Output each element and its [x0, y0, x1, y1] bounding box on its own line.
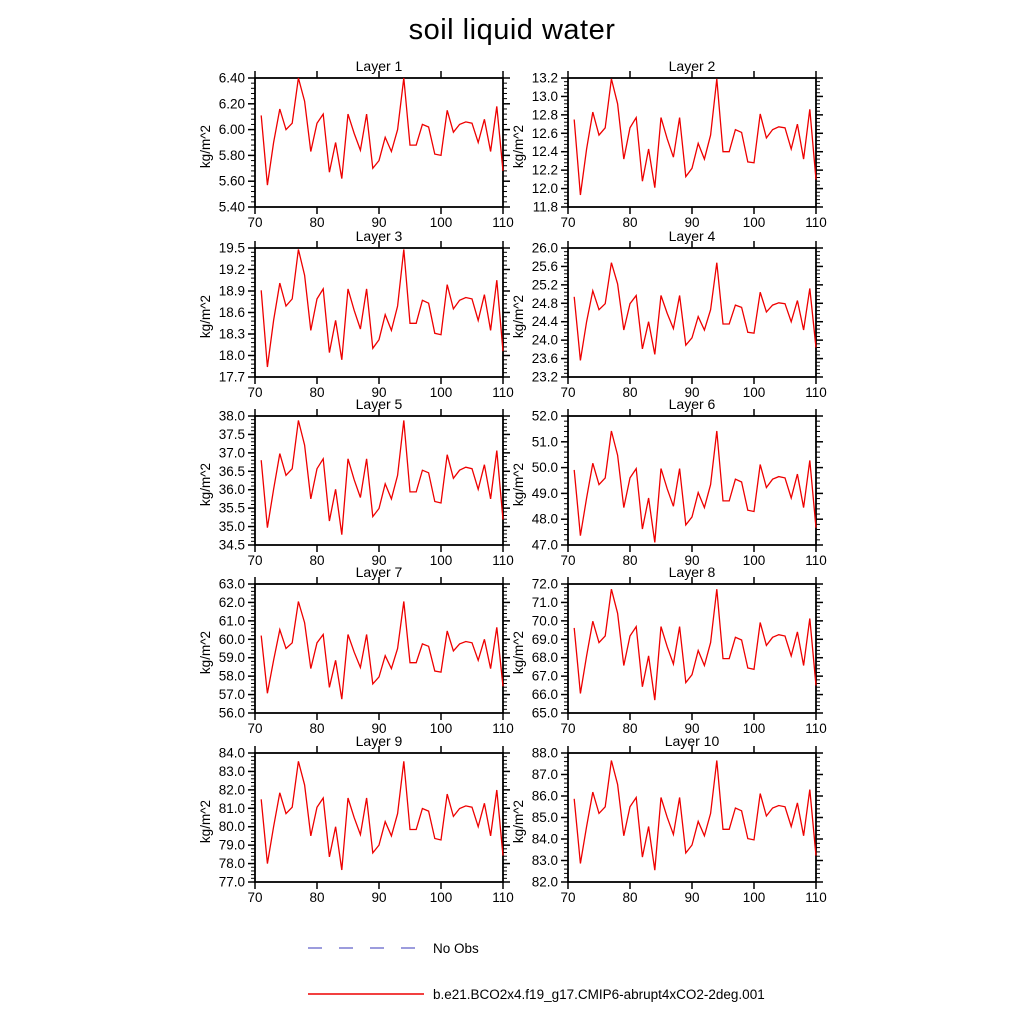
x-tick-label: 90 — [684, 890, 700, 905]
panel-title: Layer 1 — [355, 58, 403, 74]
series-line — [574, 263, 816, 361]
x-tick-label: 100 — [742, 385, 766, 400]
y-tick-label: 71.0 — [531, 594, 558, 610]
series-line — [574, 589, 816, 700]
y-tick-label: 78.0 — [218, 856, 245, 872]
legend-label-model-run: b.e21.BCO2x4.f19_g17.CMIP6-abrupt4xCO2-2deg.001 — [433, 986, 765, 1002]
legend-item-no-obs — [308, 939, 1008, 957]
y-tick-label: 62.0 — [218, 594, 245, 610]
layer-chart-3 — [198, 228, 514, 400]
y-tick-label: 5.60 — [218, 173, 245, 189]
model-run-solid-line-sample — [308, 991, 424, 997]
x-tick-label: 80 — [309, 890, 325, 905]
x-tick-label: 100 — [429, 385, 453, 400]
y-axis-label: kg/m^2 — [198, 462, 213, 507]
y-tick-label: 69.0 — [531, 631, 558, 647]
y-axis-label: kg/m^2 — [511, 462, 526, 507]
y-tick-label: 82.0 — [218, 782, 245, 798]
y-tick-label: 25.2 — [531, 277, 558, 293]
x-tick-label: 100 — [429, 553, 453, 568]
x-tick-label: 80 — [622, 890, 638, 905]
x-tick-label: 90 — [684, 215, 700, 230]
x-tick-label: 100 — [429, 215, 453, 230]
x-tick-label: 90 — [371, 215, 387, 230]
y-tick-label: 36.0 — [218, 482, 245, 498]
panel-title: Layer 8 — [668, 564, 716, 580]
plot-frame — [568, 416, 816, 545]
plot-frame — [255, 416, 503, 545]
y-tick-label: 79.0 — [218, 837, 245, 853]
series-line — [261, 761, 503, 870]
y-tick-label: 83.0 — [218, 763, 245, 779]
y-tick-label: 5.40 — [218, 199, 245, 215]
y-tick-label: 24.8 — [531, 295, 558, 311]
y-axis-label: kg/m^2 — [198, 294, 213, 339]
y-tick-label: 63.0 — [218, 576, 245, 592]
x-tick-label: 100 — [429, 721, 453, 736]
panel-title: Layer 3 — [355, 228, 403, 244]
series-line — [574, 761, 816, 871]
y-tick-label: 35.5 — [218, 500, 245, 516]
y-tick-label: 84.0 — [218, 745, 245, 761]
series-line — [574, 79, 816, 195]
y-tick-label: 5.80 — [218, 147, 245, 163]
plot-frame — [255, 753, 503, 882]
x-tick-label: 70 — [560, 721, 576, 736]
x-tick-label: 100 — [742, 553, 766, 568]
y-tick-label: 12.8 — [531, 107, 558, 123]
y-tick-label: 23.6 — [531, 351, 558, 367]
y-tick-label: 48.0 — [531, 511, 558, 527]
layer-chart-4 — [511, 228, 827, 400]
y-tick-label: 49.0 — [531, 485, 558, 501]
layer-chart-9 — [198, 733, 514, 905]
layer-chart-1 — [198, 58, 514, 230]
y-tick-label: 68.0 — [531, 650, 558, 666]
y-tick-label: 65.0 — [531, 705, 558, 721]
x-tick-label: 70 — [247, 553, 263, 568]
x-tick-label: 90 — [684, 385, 700, 400]
y-axis-label: kg/m^2 — [198, 799, 213, 844]
plot-frame — [255, 584, 503, 713]
series-line — [261, 420, 503, 534]
x-tick-label: 90 — [371, 553, 387, 568]
layer-chart-6 — [511, 396, 827, 568]
x-tick-label: 70 — [247, 215, 263, 230]
y-tick-label: 37.5 — [218, 426, 245, 442]
x-tick-label: 110 — [492, 385, 514, 400]
panel-title: Layer 2 — [668, 58, 716, 74]
y-tick-label: 82.0 — [531, 874, 558, 890]
y-tick-label: 17.7 — [218, 369, 245, 385]
no-obs-dashed-line-sample — [308, 945, 424, 951]
y-tick-label: 37.0 — [218, 445, 245, 461]
y-axis-label: kg/m^2 — [511, 294, 526, 339]
x-tick-label: 110 — [805, 890, 827, 905]
y-tick-label: 50.0 — [531, 460, 558, 476]
y-tick-label: 11.8 — [532, 199, 558, 215]
panel-title: Layer 5 — [355, 396, 403, 412]
y-tick-label: 19.5 — [218, 240, 245, 256]
x-tick-label: 110 — [492, 553, 514, 568]
y-tick-label: 6.20 — [218, 96, 245, 112]
y-tick-label: 36.5 — [218, 463, 245, 479]
y-tick-label: 12.6 — [531, 125, 558, 141]
y-tick-label: 34.5 — [218, 537, 245, 553]
x-tick-label: 110 — [805, 721, 827, 736]
panel-title: Layer 10 — [664, 733, 720, 749]
y-tick-label: 59.0 — [218, 650, 245, 666]
panel-title: Layer 9 — [355, 733, 403, 749]
y-tick-label: 61.0 — [218, 613, 245, 629]
y-tick-label: 60.0 — [218, 631, 245, 647]
y-tick-label: 24.0 — [531, 332, 558, 348]
x-tick-label: 110 — [492, 721, 514, 736]
x-tick-label: 110 — [805, 215, 827, 230]
x-tick-label: 110 — [805, 553, 827, 568]
series-line — [261, 249, 503, 367]
y-tick-label: 13.2 — [531, 70, 558, 86]
panel-title: Layer 6 — [668, 396, 716, 412]
y-axis-label: kg/m^2 — [198, 630, 213, 675]
x-tick-label: 80 — [309, 721, 325, 736]
x-tick-label: 70 — [247, 890, 263, 905]
y-tick-label: 26.0 — [531, 240, 558, 256]
plot-frame — [568, 78, 816, 207]
y-tick-label: 72.0 — [531, 576, 558, 592]
plot-frame — [568, 248, 816, 377]
plot-frame — [255, 78, 503, 207]
layer-chart-5 — [198, 396, 514, 568]
y-tick-label: 57.0 — [218, 687, 245, 703]
plot-frame — [568, 753, 816, 882]
x-tick-label: 100 — [742, 215, 766, 230]
y-tick-label: 18.3 — [218, 326, 245, 342]
y-tick-label: 84.0 — [531, 831, 558, 847]
x-tick-label: 80 — [622, 385, 638, 400]
y-tick-label: 58.0 — [218, 668, 245, 684]
y-tick-label: 70.0 — [531, 613, 558, 629]
series-line — [261, 602, 503, 700]
series-line — [261, 78, 503, 185]
x-tick-label: 90 — [371, 721, 387, 736]
y-tick-label: 47.0 — [531, 537, 558, 553]
y-tick-label: 88.0 — [531, 745, 558, 761]
x-tick-label: 80 — [622, 215, 638, 230]
y-tick-label: 13.0 — [531, 88, 558, 104]
x-tick-label: 70 — [560, 553, 576, 568]
y-axis-label: kg/m^2 — [511, 630, 526, 675]
x-tick-label: 70 — [247, 721, 263, 736]
y-tick-label: 83.0 — [531, 853, 558, 868]
y-tick-label: 35.0 — [218, 519, 245, 535]
y-tick-label: 51.0 — [531, 434, 558, 450]
x-tick-label: 110 — [492, 215, 514, 230]
x-tick-label: 70 — [247, 385, 263, 400]
x-tick-label: 70 — [560, 385, 576, 400]
y-tick-label: 66.0 — [531, 687, 558, 703]
x-tick-label: 100 — [429, 890, 453, 905]
y-tick-label: 12.2 — [531, 162, 558, 178]
plot-title: soil liquid water — [408, 14, 616, 46]
x-tick-label: 70 — [560, 215, 576, 230]
y-tick-label: 6.40 — [218, 70, 245, 86]
y-tick-label: 87.0 — [531, 767, 558, 782]
y-tick-label: 18.0 — [218, 348, 245, 363]
y-axis-label: kg/m^2 — [511, 799, 526, 844]
layer-chart-7 — [198, 564, 514, 736]
series-line — [574, 431, 816, 542]
legend — [308, 939, 1008, 1003]
panel-title: Layer 7 — [355, 564, 403, 580]
x-tick-label: 100 — [742, 890, 766, 905]
plot-frame — [255, 248, 503, 377]
y-axis-label: kg/m^2 — [511, 124, 526, 169]
panel-title: Layer 4 — [668, 228, 716, 244]
layer-chart-8 — [511, 564, 827, 736]
x-tick-label: 110 — [492, 890, 514, 905]
x-tick-label: 70 — [560, 890, 576, 905]
y-tick-label: 25.6 — [531, 258, 558, 274]
y-tick-label: 23.2 — [531, 369, 558, 385]
plot-frame — [568, 584, 816, 713]
y-tick-label: 18.6 — [218, 305, 245, 320]
y-tick-label: 80.0 — [218, 819, 245, 835]
y-tick-label: 24.4 — [531, 314, 558, 330]
y-tick-label: 19.2 — [218, 262, 245, 277]
y-tick-label: 18.9 — [218, 283, 245, 299]
x-tick-label: 80 — [622, 721, 638, 736]
x-tick-label: 80 — [309, 553, 325, 568]
x-tick-label: 80 — [309, 385, 325, 400]
y-tick-label: 56.0 — [218, 705, 245, 721]
x-tick-label: 90 — [371, 890, 387, 905]
legend-label-no-obs: No Obs — [433, 940, 479, 956]
y-tick-label: 6.00 — [218, 122, 245, 138]
y-axis-label: kg/m^2 — [198, 124, 213, 169]
y-tick-label: 52.0 — [531, 408, 558, 424]
legend-item-model-run — [308, 985, 1008, 1003]
x-tick-label: 100 — [742, 721, 766, 736]
y-tick-label: 38.0 — [218, 408, 245, 424]
x-tick-label: 90 — [684, 553, 700, 568]
y-tick-label: 67.0 — [531, 668, 558, 684]
y-tick-label: 12.4 — [531, 144, 558, 160]
layer-chart-10 — [511, 733, 827, 905]
y-tick-label: 77.0 — [218, 874, 245, 890]
y-tick-label: 12.0 — [531, 181, 558, 197]
x-tick-label: 80 — [622, 553, 638, 568]
x-tick-label: 80 — [309, 215, 325, 230]
y-tick-label: 85.0 — [531, 810, 558, 825]
x-tick-label: 90 — [684, 721, 700, 736]
y-tick-label: 86.0 — [531, 788, 558, 804]
x-tick-label: 90 — [371, 385, 387, 400]
layer-chart-2 — [511, 58, 827, 230]
x-tick-label: 110 — [805, 385, 827, 400]
y-tick-label: 81.0 — [218, 800, 245, 816]
